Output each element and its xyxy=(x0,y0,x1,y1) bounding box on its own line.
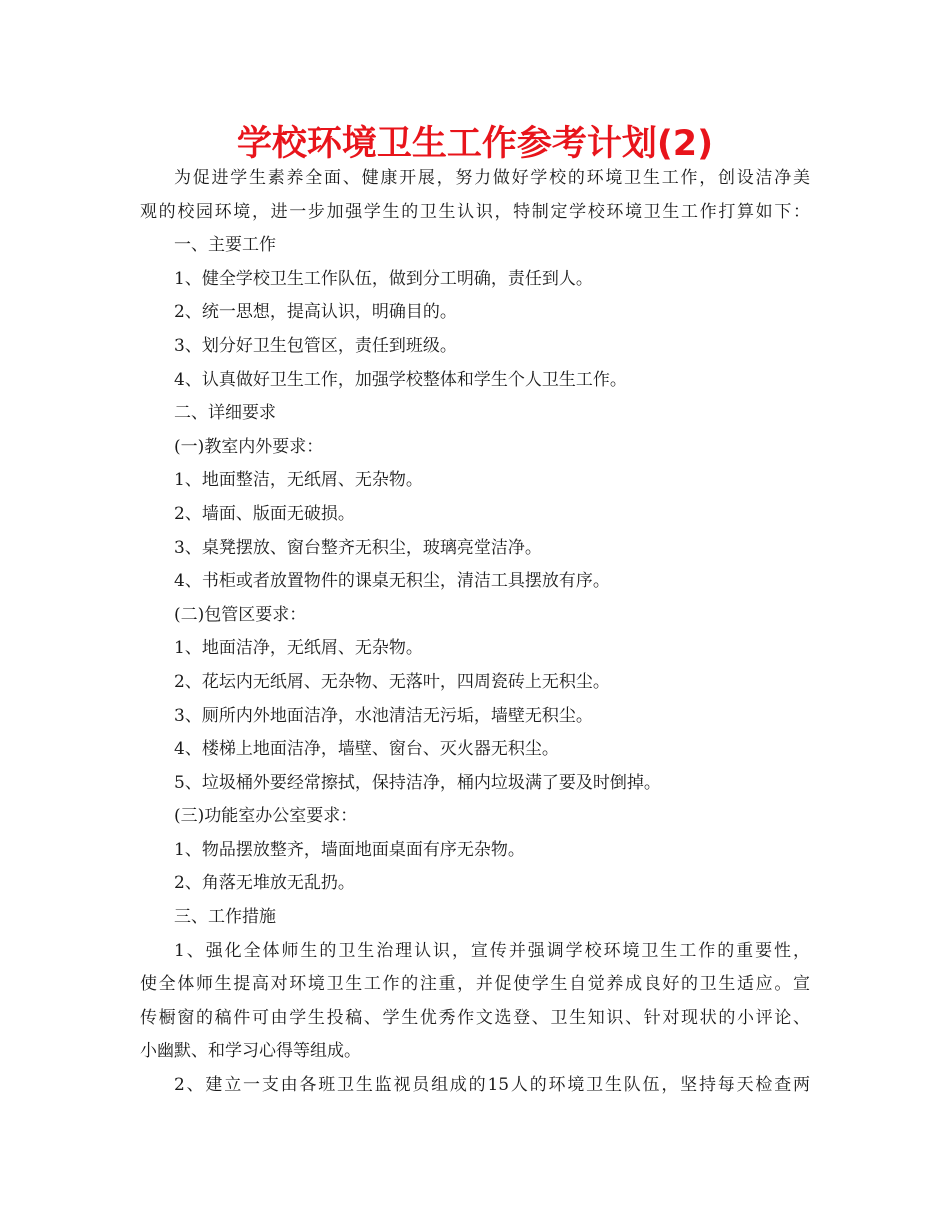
paragraph-line: 1、物品摆放整齐，墙面地面桌面有序无杂物。 xyxy=(174,839,525,860)
paragraph-line: 4、楼梯上地面洁净，墙壁、窗台、灭火器无积尘。 xyxy=(174,739,559,760)
paragraph-line: 2、墙面、版面无破损。 xyxy=(174,503,355,524)
paragraph-line: 2、角落无堆放无乱扔。 xyxy=(174,873,355,894)
paragraph-line: 3、厕所内外地面洁净，水池清洁无污垢，墙壁无积尘。 xyxy=(174,705,593,726)
paragraph-line: 3、桌凳摆放、窗台整齐无积尘，玻璃亮堂洁净。 xyxy=(174,537,542,558)
paragraph-line: 为促进学生素养全面、健康开展，努力做好学校的环境卫生工作，创设洁净美 xyxy=(174,168,810,188)
subsection-heading: (一)教室内外要求： xyxy=(174,436,324,457)
paragraph-line: 小幽默、和学习心得等组成。 xyxy=(140,1041,361,1062)
section-heading: 一、主要工作 xyxy=(174,235,276,256)
paragraph-line: 传橱窗的稿件可由学生投稿、学生优秀作文选登、卫生知识、针对现状的小评论、 xyxy=(140,1007,810,1028)
paragraph-line: 4、认真做好卫生工作，加强学校整体和学生个人卫生工作。 xyxy=(174,369,627,390)
document-title: 学校环境卫生工作参考计划(2) xyxy=(236,124,714,164)
paragraph-line: 5、垃圾桶外要经常擦拭，保持洁净，桶内垃圾满了要及时倒掉。 xyxy=(174,772,661,793)
section-heading: 二、详细要求 xyxy=(174,403,276,424)
paragraph-line: 2、花坛内无纸屑、无杂物、无落叶，四周瓷砖上无积尘。 xyxy=(174,671,610,692)
paragraph-line: 4、书柜或者放置物件的课桌无积尘，清洁工具摆放有序。 xyxy=(174,571,610,592)
subsection-heading: (三)功能室办公室要求： xyxy=(174,806,358,827)
paragraph-line: 2、建立一支由各班卫生监视员组成的15人的环境卫生队伍，坚持每天检查两 xyxy=(174,1075,810,1096)
paragraph-line: 3、划分好卫生包管区，责任到班级。 xyxy=(174,335,457,356)
paragraph-line: 2、统一思想，提高认识，明确目的。 xyxy=(174,302,457,323)
paragraph-line: 1、健全学校卫生工作队伍，做到分工明确，责任到人。 xyxy=(174,268,593,289)
paragraph-line: 1、强化全体师生的卫生治理认识，宣传并强调学校环境卫生工作的重要性， xyxy=(174,940,810,961)
paragraph-line: 1、地面整洁，无纸屑、无杂物。 xyxy=(174,470,423,491)
document-body xyxy=(140,162,810,1103)
paragraph-line: 1、地面洁净，无纸屑、无杂物。 xyxy=(174,638,423,659)
subsection-heading: (二)包管区要求： xyxy=(174,604,307,625)
section-heading: 三、工作措施 xyxy=(174,907,276,928)
paragraph-line: 使全体师生提高对环境卫生工作的注重，并促使学生自觉养成良好的卫生适应。宣 xyxy=(140,974,810,995)
paragraph-line: 观的校园环境，进一步加强学生的卫生认识，特制定学校环境卫生工作打算如下： xyxy=(140,201,810,222)
